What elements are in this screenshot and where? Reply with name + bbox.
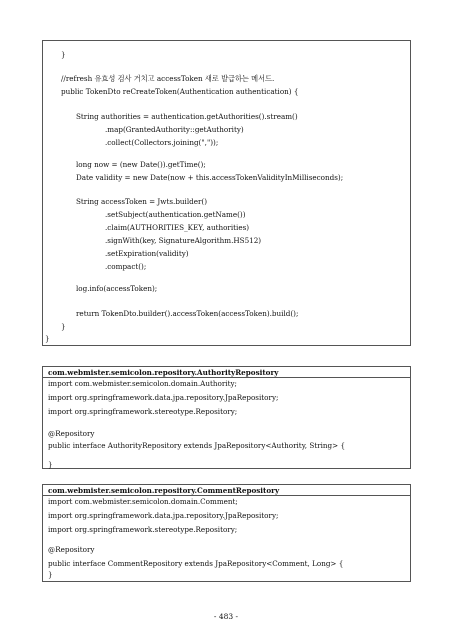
code-line: long now = (new Date()).getTime(); <box>76 160 206 169</box>
code-line: } <box>48 460 53 469</box>
section-header <box>43 485 410 496</box>
code-line: .setSubject(authentication.getName()) <box>105 210 246 219</box>
page-number: - 483 - <box>213 612 239 621</box>
code-comment: //refresh 유효성 검사 거치고 accessToken 새로 발급하는 메서드. <box>61 74 275 83</box>
code-line: import com.webmister.semicolon.domain.Comment; <box>48 497 238 506</box>
code-line: } <box>45 334 50 343</box>
authority-repository-box <box>42 366 411 469</box>
code-line: import org.springframework.data.jpa.repository.JpaRepository; <box>48 511 279 520</box>
code-line: @Repository <box>48 545 95 554</box>
code-line: import com.webmister.semicolon.domain.Authority; <box>48 379 237 388</box>
code-line: log.info(accessToken); <box>76 284 158 293</box>
code-line: .claim(AUTHORITIES_KEY, authorities) <box>105 223 250 232</box>
code-line: .map(GrantedAuthority::getAuthority) <box>105 125 244 134</box>
code-line: import org.springframework.stereotype.Repository; <box>48 525 238 534</box>
code-line: return TokenDto.builder().accessToken(accessToken).build(); <box>76 309 299 318</box>
code-line: import org.springframework.data.jpa.repository.JpaRepository; <box>48 393 279 402</box>
code-line: public interface CommentRepository extends JpaRepository<Comment, Long> { <box>48 559 344 568</box>
code-line: .signWith(key, SignatureAlgorithm.HS512) <box>105 236 262 245</box>
code-line: public interface AuthorityRepository extends JpaRepository<Authority, String> { <box>48 441 346 450</box>
section-title: com.webmister.semicolon.repository.CommentRepository <box>48 486 280 495</box>
code-line: public TokenDto reCreateToken(Authentication authentication) { <box>61 87 299 96</box>
code-line: } <box>48 570 53 579</box>
code-line: .setExpiration(validity) <box>105 249 189 258</box>
code-line: } <box>61 322 66 331</box>
section-header <box>43 367 410 378</box>
code-line: Date validity = new Date(now + this.accessTokenValidityInMilliseconds); <box>76 173 344 182</box>
comment-repository-box <box>42 484 411 582</box>
code-line: import org.springframework.stereotype.Repository; <box>48 407 238 416</box>
code-line: .collect(Collectors.joining(",")); <box>105 138 219 147</box>
code-line: .compact(); <box>105 262 147 271</box>
code-box <box>42 40 411 346</box>
code-line: } <box>61 50 66 59</box>
section-title: com.webmister.semicolon.repository.AuthorityRepository <box>48 368 279 377</box>
code-line: String accessToken = Jwts.builder() <box>76 197 208 206</box>
code-line: @Repository <box>48 429 95 438</box>
code-line: String authorities = authentication.getAuthorities().stream() <box>76 112 298 121</box>
